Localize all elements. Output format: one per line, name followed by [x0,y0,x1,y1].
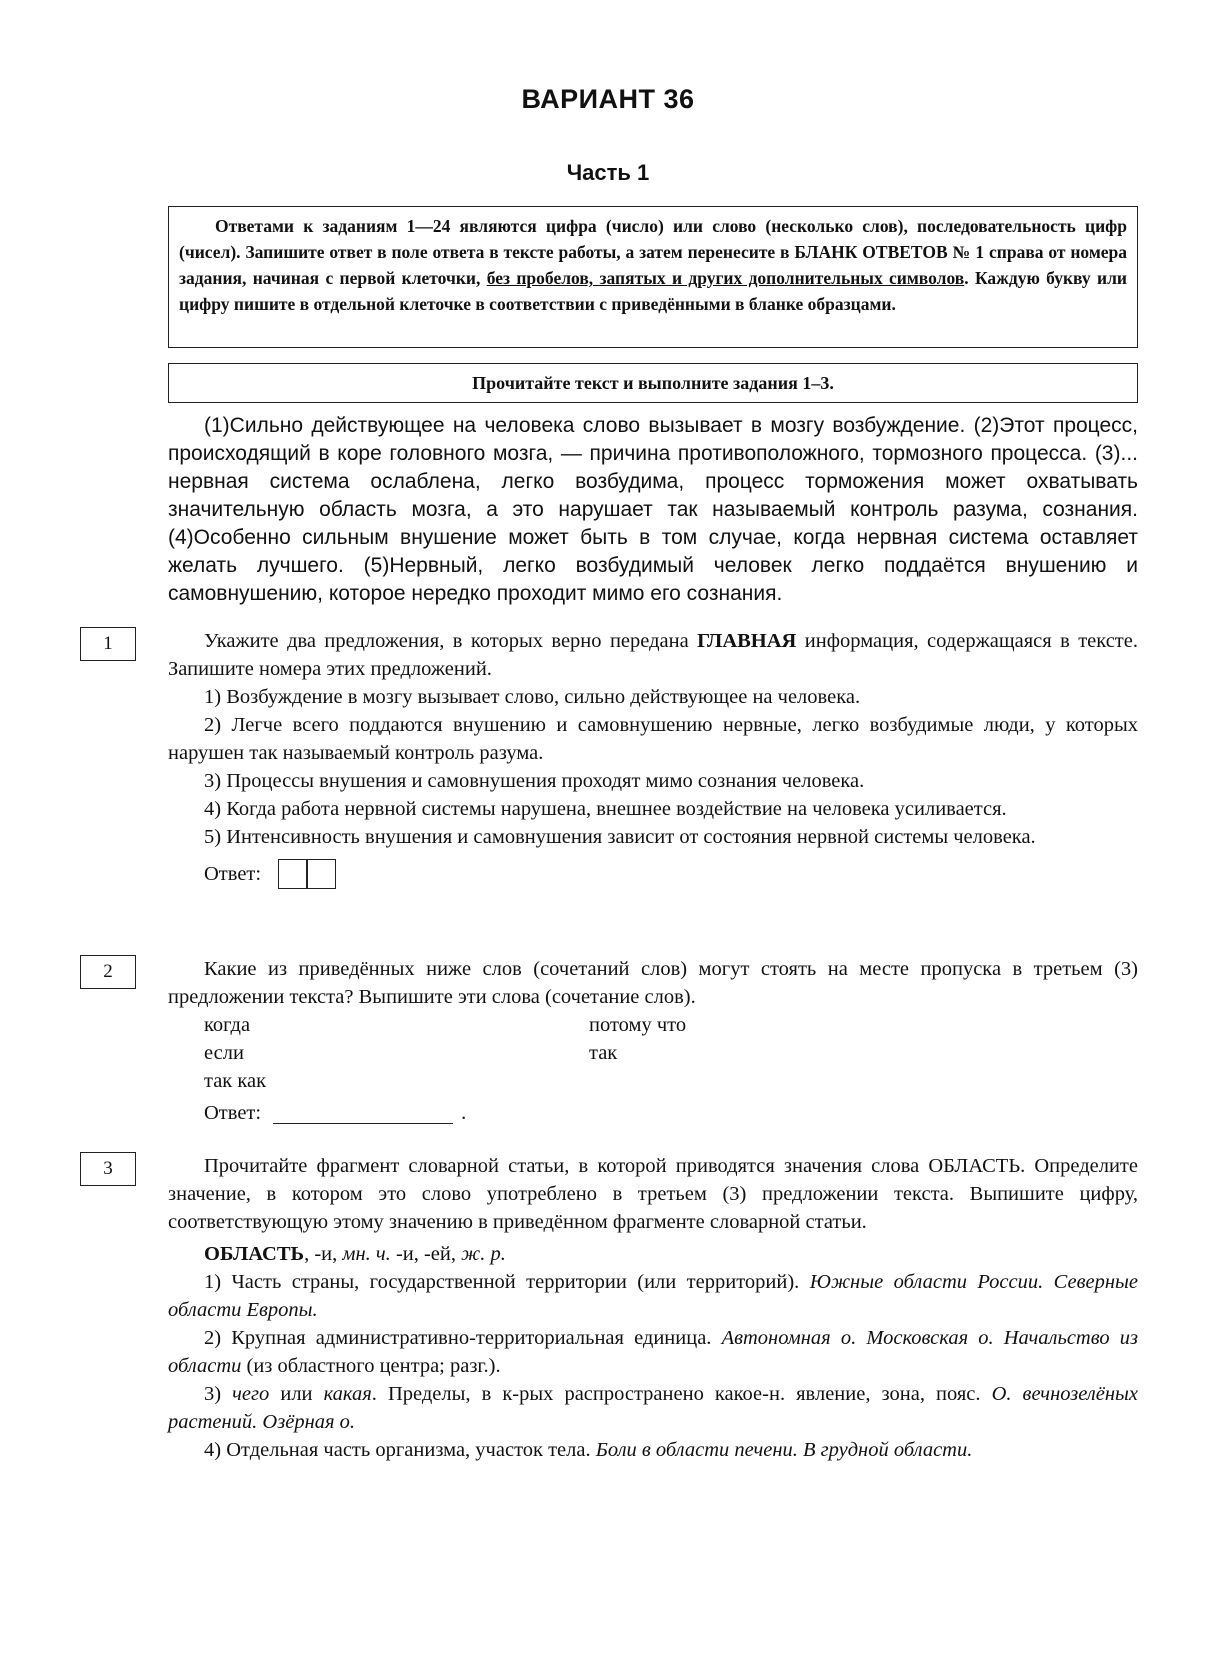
task-number-1: 1 [80,627,136,661]
task-3-question: Прочитайте фрагмент словарной статьи, в которой приводятся значения слова ОБЛАСТЬ. Определите значение, в котором это слово употреблено в третьем (3) предложении текста. Выпишите цифру, соответствующую этому значению в приведённом фрагменте словарной статьи. [168,1155,1138,1233]
dictionary-meaning-2 [168,1324,1138,1380]
task-1-question-bold: ГЛАВНАЯ [697,630,797,652]
task-3 [168,1152,1138,1464]
instructions-box [168,206,1138,348]
task-1-option: 4) Когда работа нервной системы нарушена, внешнее воздействие на человека усиливается. [204,798,1007,820]
task-1-question-text-end: информация, содержащаяся в тексте. Запишите номера этих предложений. [168,630,1138,680]
task-1-question-text: Укажите два предложения, в которых верно передана [204,630,698,652]
meaning-example: Автономная о. Московская о. Начальство из области [168,1327,1138,1377]
answer-period: . [461,1102,467,1124]
meaning-text: 4) Отдельная часть организма, участок тела. [204,1439,596,1461]
answer-label: Ответ: [204,1102,262,1124]
task-number-3: 3 [80,1152,136,1186]
word-option: когда [204,1014,251,1036]
answer-label: Ответ: [204,863,262,885]
dictionary-meaning-4 [168,1436,1138,1464]
part-title: Часть 1 [566,160,650,185]
task-2-answer [168,1099,1138,1127]
read-instruction: Прочитайте текст и выполните задания 1–3. [472,373,834,393]
task-2-question: Какие из приведённых ниже слов (сочетаний слов) могут стоять на месте пропуска в третьем (3) предложении текста? Выпишите эти слова (сочетание слов). [168,958,1138,1008]
task-1-option: 2) Легче всего поддаются внушению и самовнушению нервные, легко возбудимые люди, у которых нарушен так называемый контроль разума. [168,714,1138,764]
grammar-note-italic: мн. ч. [342,1243,391,1265]
meaning-example: Южные области России. Северные области Европы. [168,1271,1138,1321]
task-1-option: 1) Возбуждение в мозгу вызывает слово, сильно действующее на человека. [204,686,861,708]
grammar-note: -и, -ей, [390,1243,462,1265]
dictionary-headword-line [168,1240,1138,1268]
dictionary-headword: ОБЛАСТЬ [204,1243,305,1265]
instructions-underlined: без пробелов, запятых и других дополнительных символов [486,268,965,288]
word-option: так [589,1042,618,1064]
meaning-grammar-sep: или [269,1383,324,1405]
dictionary-meaning-3 [168,1380,1138,1436]
meaning-example: Боли в области печени. В грудной области. [595,1439,973,1461]
meaning-example: О. вечнозелёных растений. Озёрная о. [168,1383,1138,1433]
grammar-note: , -и, [304,1243,343,1265]
answer-line[interactable] [273,1103,453,1124]
meaning-grammar: чего [232,1383,270,1405]
instructions-text-end: . Каждую букву или цифру пишите в отдельной клеточке в соответствии с приведёнными в бланке образцами. [179,268,1127,314]
word-list [168,1011,1138,1095]
meaning-number: 3) [204,1383,233,1405]
source-text: (1)Сильно действующее на человека слово вызывает в мозгу возбуждение. (2)Этот процесс, происходящий в коре головного мозга, — причина противоположного, тормозного процесса. (3)... нервная система ослаблена, легко возбудима, процесс торможения может охватывать значительную область мозга, а это нарушает так называемый контроль разума, сознания. (4)Особенно сильным внушение может быть в том случае, когда нервная система оставляет желать лучшего. (5)Нервный, легко возбудимый человек легко поддаётся внушению и самовнушению, которое нередко проходит мимо его сознания. [168,414,1138,605]
read-instruction-box [168,363,1138,403]
answer-cells[interactable] [279,859,336,889]
instructions-text: Ответами к заданиям 1—24 являются цифра (число) или слово (несколько слов), последовательность цифр (чисел). Запишите ответ в поле ответа в тексте работы, а затем перенесите в БЛАНК ОТВЕТОВ № 1 справа от номера задания, начиная с первой клеточки, [179,216,1127,288]
task-number-2: 2 [80,955,136,989]
task-2 [168,955,1138,1127]
task-1-answer [168,859,1138,889]
meaning-text: 1) Часть страны, государственной территории (или территорий). [204,1271,810,1293]
task-1 [168,627,1138,889]
meaning-note: (из областного центра; разг.). [241,1355,501,1377]
variant-title: ВАРИАНТ 36 [521,84,695,114]
word-option: так как [204,1070,267,1092]
task-1-option: 5) Интенсивность внушения и самовнушения зависит от состояния нервной системы человека. [204,826,1036,848]
meaning-text: 2) Крупная административно-территориальная единица. [204,1327,722,1349]
grammar-note-italic: ж. р. [461,1243,506,1265]
meaning-grammar: какая [323,1383,372,1405]
answer-cell[interactable] [278,859,308,889]
task-1-question [168,627,1138,683]
task-1-option: 3) Процессы внушения и самовнушения проходят мимо сознания человека. [204,770,865,792]
answer-cell[interactable] [306,859,336,889]
dictionary-meaning-1 [168,1268,1138,1324]
meaning-text: . Пределы, в к-рых распространено какое-н. явление, зона, пояс. [371,1383,992,1405]
word-option: потому что [589,1014,687,1036]
word-option: если [204,1042,244,1064]
